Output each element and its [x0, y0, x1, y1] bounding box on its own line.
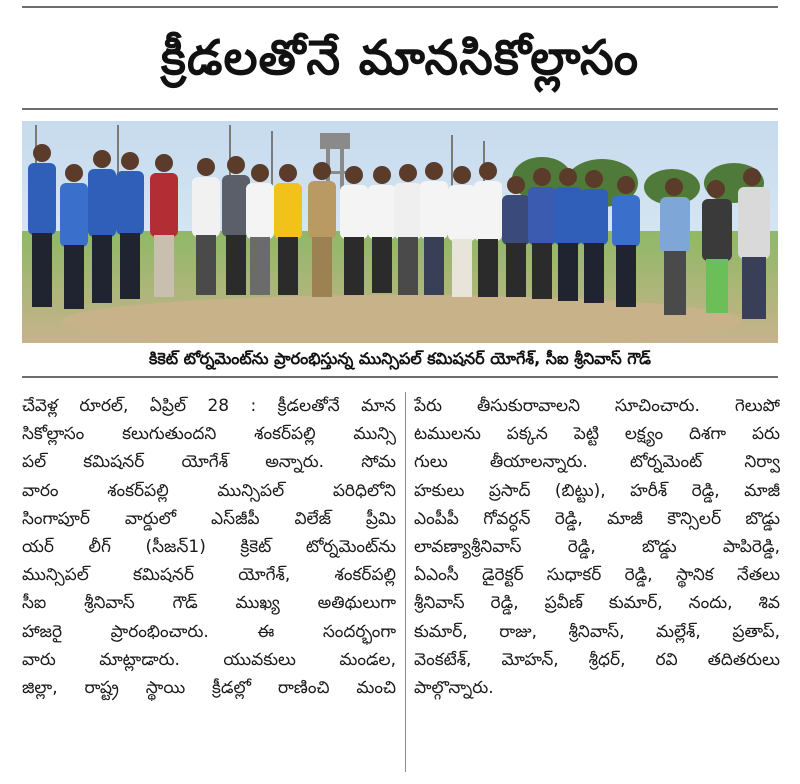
- article-line: పేరు తీసుకురావాలని సూచించారు. గెలుపో: [414, 396, 780, 416]
- person: [738, 168, 770, 319]
- person: [88, 150, 116, 303]
- article-line: వారు మాట్లాడారు. యువకులు మండల,: [22, 649, 396, 670]
- article-line: హాజరై ప్రారంభించారు. ఈ సందర్భంగా: [22, 621, 396, 642]
- news-photo: [22, 121, 778, 343]
- group-photo-illustration: [22, 121, 778, 343]
- person: [528, 168, 556, 299]
- column-divider: [405, 392, 406, 772]
- article-line: ఏఎంసీ డైరెక్టర్ సుధాకర్ రెడ్డి, స్థానిక నేతలు: [414, 565, 780, 586]
- person: [474, 162, 502, 297]
- article-line: హకులు ప్రసాద్ (బిట్టు), హరీశ్ రెడ్డి, మాజీ: [414, 480, 780, 501]
- person: [580, 170, 608, 303]
- article-line: టములను పక్కన పెట్టి లక్ష్యం దిశగా పరు: [414, 424, 780, 445]
- person: [660, 178, 690, 315]
- person: [28, 144, 56, 307]
- article-line: కుమార్, రాజు, శ్రీనివాస్, మల్లేశ్, ప్రతాప్,: [414, 621, 780, 642]
- person: [702, 180, 732, 313]
- headline-banner: [22, 6, 778, 110]
- person: [308, 162, 336, 297]
- person: [150, 154, 178, 297]
- article-line: యర్ లీగ్ (సీజన్1) క్రికెట్ టోర్నమెంట్‌ను: [22, 536, 396, 557]
- person: [222, 156, 250, 295]
- article-line: వారం శంకర్‌పల్లి మున్సిపల్ పరిధిలోని: [22, 480, 396, 501]
- article-line: చేవెళ్ల రూరల్, ఏప్రిల్ 28 : క్రీడలతోనే మాన: [22, 396, 396, 416]
- person: [394, 164, 422, 295]
- article-line: పాల్గొన్నారు.: [414, 677, 494, 698]
- person: [420, 162, 448, 295]
- article-line: జిల్లా, రాష్ట్ర స్థాయి క్రీడల్లో రాణించి మంచి: [22, 677, 396, 698]
- person: [448, 166, 476, 297]
- article-line: సింగాపూర్ వార్డులో ఎస్‌జీపీ విలేజ్ ప్రీమి: [22, 508, 396, 529]
- article-line: శ్రీనివాస్ రెడ్డి, ప్రవీణ్ కుమార్, నందు, శివ: [414, 593, 780, 614]
- article-line: గులు తీయాలన్నారు. టోర్నమెంట్ నిర్వా: [414, 452, 780, 473]
- photo-caption-bar: [22, 344, 778, 378]
- photo-caption: కికెట్ టోర్నమెంట్‌ను ప్రారంభిస్తున్న మున్సిపల్ కమిషనర్ యోగేశ్, సీఐ శ్రీనివాస్ గౌడ్: [149, 348, 651, 368]
- article-line: సికోల్లాసం కలుగుతుందని శంకర్‌పల్లి మున్సి: [22, 424, 396, 445]
- person: [246, 164, 274, 295]
- person: [60, 164, 88, 309]
- person: [192, 158, 220, 295]
- article-line: మున్సిపల్ కమిషనర్ యోగేశ్, శంకర్‌పల్లి: [22, 565, 396, 586]
- person: [612, 176, 640, 307]
- article-line: ఎంపీపీ గోవర్ధన్ రెడ్డి, మాజీ కౌన్సిలర్ బొడ్డు: [414, 508, 780, 529]
- article-line: పల్ కమిషనర్ యోగేశ్ అన్నారు. సోమ: [22, 452, 396, 473]
- article-line: లావణ్యాశ్రీనివాస్ రెడ్డి, బొడ్డు పాపిరెడ్డి,: [414, 536, 780, 557]
- headline: క్రీడలతోనే మానసికోల్లాసం: [160, 30, 640, 86]
- article-column-right: [414, 392, 780, 776]
- person: [554, 168, 582, 301]
- person: [116, 152, 144, 299]
- article-line: వెంకటేశ్, మోహన్, శ్రీధర్, రవి తదితరులు: [414, 649, 780, 670]
- person: [274, 164, 302, 295]
- article-line: సీఐ శ్రీనివాస్ గౌడ్ ముఖ్య అతిథులుగా: [22, 593, 396, 614]
- person: [340, 166, 368, 295]
- article-column-left: [22, 392, 396, 776]
